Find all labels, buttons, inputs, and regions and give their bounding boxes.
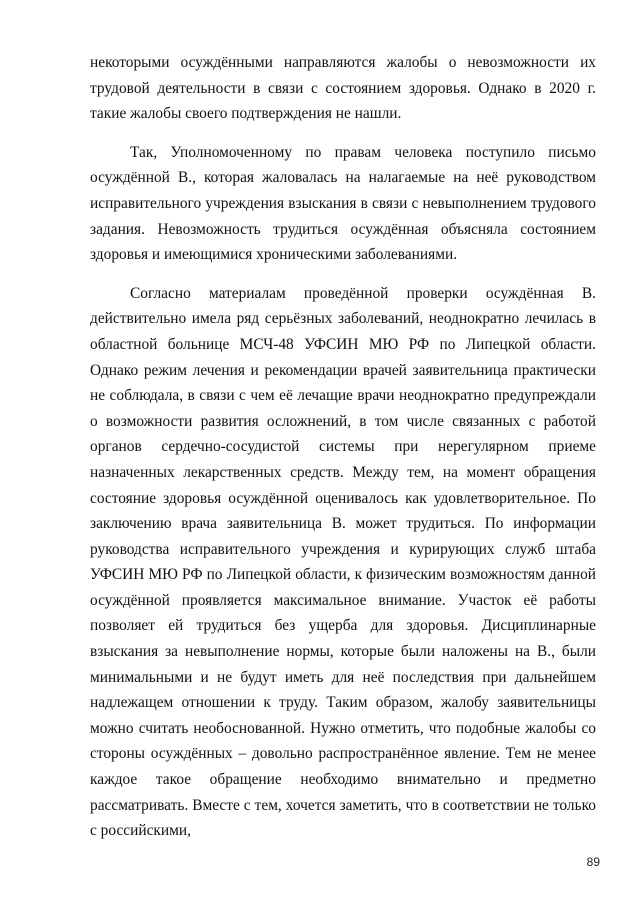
document-body (90, 50, 596, 857)
page-number: 89 (586, 855, 600, 869)
paragraph-complaint-letter: Так, Уполномоченному по правам человека поступило письмо осуждённой В., которая жаловалась на налагаемые на неё руководством исправительного учреждения взыскания в связи с невыполнением трудового задания. Невозможность трудиться осуждённая объясняла состоянием здоровья и имеющимися хроническими заболеваниями. (90, 143, 596, 264)
paragraph-continuation: некоторыми осуждёнными направляются жалобы о невозможности их трудовой деятельности в связи с состоянием здоровья. Однако в 2020 г. такие жалобы своего подтверждения не нашли. (90, 54, 596, 123)
paragraph-inspection-results: Согласно материалам проведённой проверки осуждённая В. действительно имела ряд серьёзных заболеваний, неоднократно лечилась в областной больнице МСЧ-48 УФСИН МЮ РФ по Липецкой области. Однако режим лечения и рекомендации врачей заявительница практически не соблюдала, в связи с чем её лечащие врачи неоднократно предупреждали о возможности развития осложнений, в том числе связанных с работой органов сердечно-сосудистой системы при нерегулярном приеме назначенных лекарственных средств. Между тем, на момент обращения состояние здоровья осуждённой оценивалось как удовлетворительное. По заключению врача заявительница В. может трудиться. По информации руководства исправительного учреждения и курирующих служб штаба УФСИН МЮ РФ по Липецкой области, к физическим возможностям данной осуждённой проявляется максимальное внимание. Участок её работы позволяет ей трудиться без ущерба для здоровья. Дисциплинарные взыскания за невыполнение нормы, которые были наложены на В., были минимальными и не будут иметь для неё последствия при дальнейшем надлежащем отношении к труду. Таким образом, жалобу заявительницы можно считать необоснованной. Нужно отметить, что подобные жалобы со стороны осуждённых – довольно распространённое явление. Тем не менее каждое такое обращение необходимо внимательно и предметно рассматривать. Вместе с тем, хочется заметить, что в соответствии не только с российскими, (90, 284, 596, 840)
